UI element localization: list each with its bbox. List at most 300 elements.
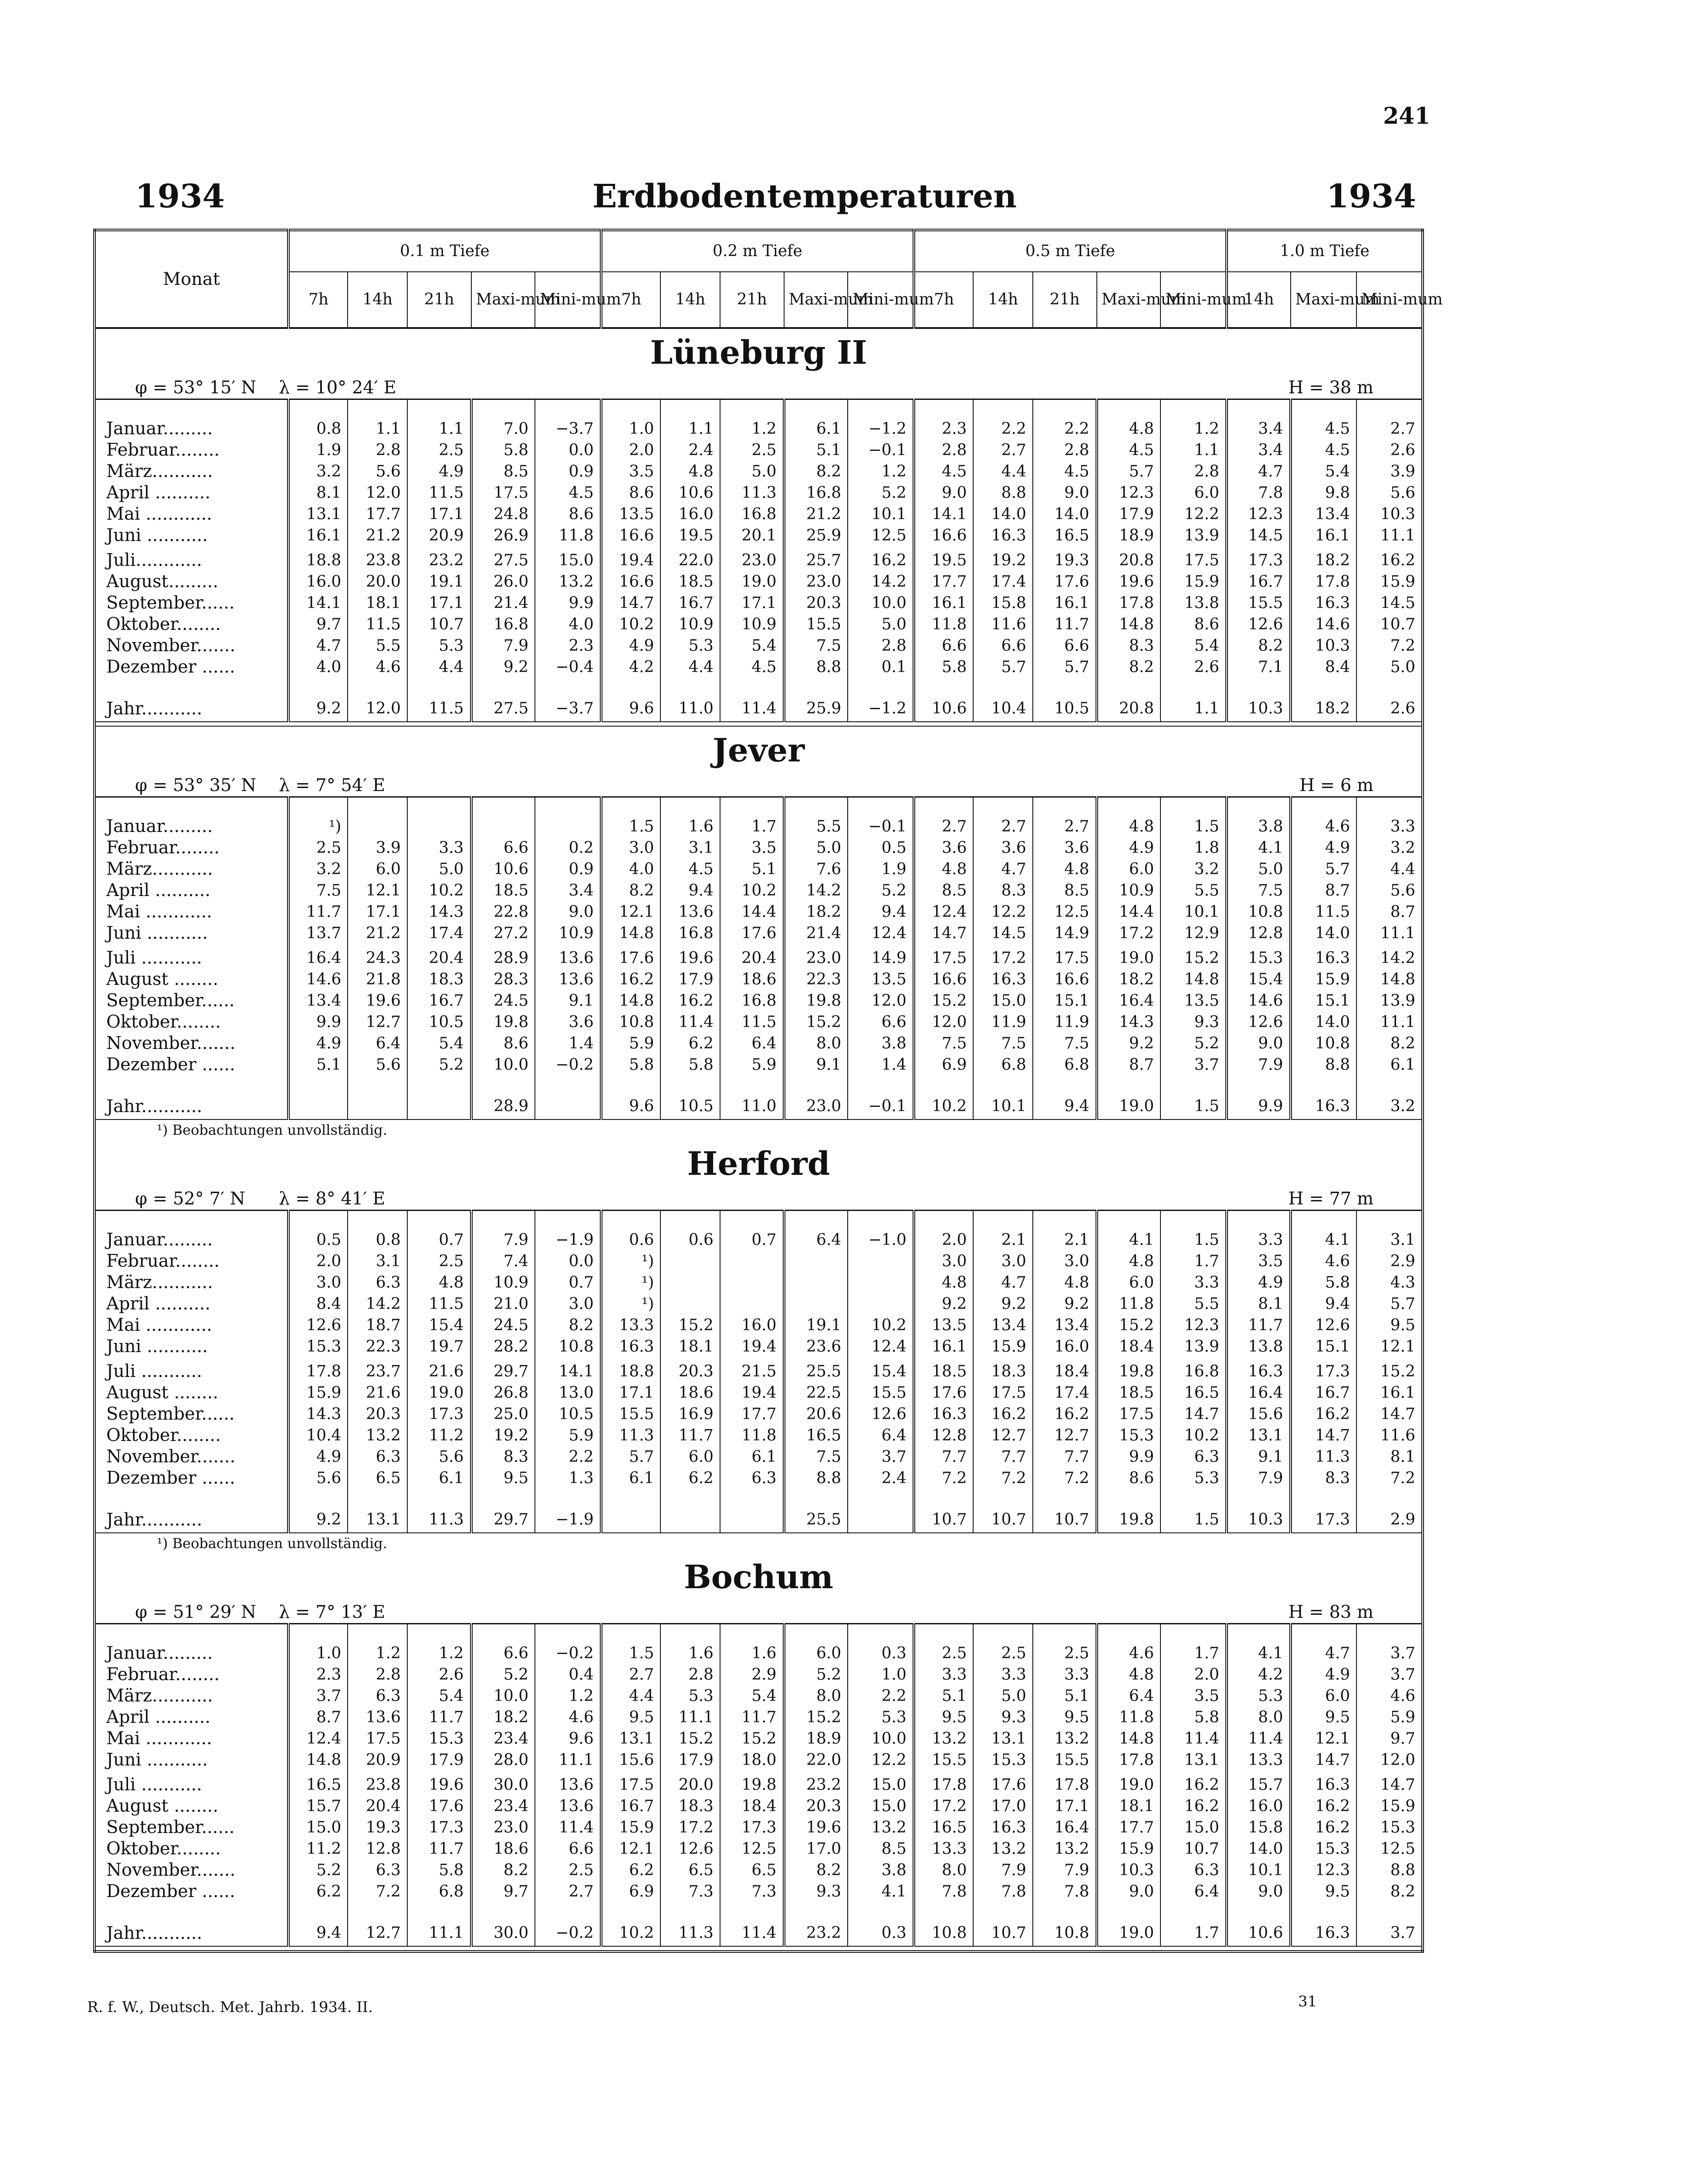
spacer-cell xyxy=(914,944,974,947)
spacer-cell xyxy=(288,1075,348,1094)
value-cell: 24.8 xyxy=(471,504,535,525)
value-cell: 2.6 xyxy=(1160,656,1227,678)
value-cell: 8.2 xyxy=(471,1860,535,1881)
spacer-cell xyxy=(348,678,407,696)
value-cell: 4.8 xyxy=(1033,1272,1097,1293)
footnote: ¹) Beobachtungen unvollständig. xyxy=(95,1533,1423,1553)
value-cell: 15.5 xyxy=(1033,1749,1097,1771)
month-label: August ........ xyxy=(106,1383,219,1403)
value-cell: 23.0 xyxy=(784,571,848,592)
value-cell: 8.3 xyxy=(1291,1468,1357,1489)
value-cell: 7.2 xyxy=(348,1881,407,1902)
value-cell: 11.3 xyxy=(660,1921,720,1946)
value-cell: 15.2 xyxy=(720,1728,784,1749)
value-cell: 16.8 xyxy=(720,990,784,1011)
value-cell: 13.2 xyxy=(348,1425,407,1446)
value-cell: 28.9 xyxy=(471,947,535,969)
value-cell: 8.3 xyxy=(471,1446,535,1468)
value-cell: 15.3 xyxy=(407,1728,471,1749)
value-cell xyxy=(720,1507,784,1533)
value-cell: 20.3 xyxy=(784,592,848,614)
value-cell: 4.6 xyxy=(1291,1251,1357,1272)
value-cell: 17.3 xyxy=(1291,1361,1357,1382)
value-cell: 11.0 xyxy=(720,1094,784,1119)
value-cell: 10.8 xyxy=(914,1921,974,1946)
value-cell: 25.9 xyxy=(784,525,848,546)
value-cell: 23.8 xyxy=(348,550,407,571)
value-cell: 1.1 xyxy=(407,418,471,440)
value-cell: 17.5 xyxy=(1160,550,1227,571)
value-cell: 12.1 xyxy=(601,1838,661,1860)
value-cell: 14.2 xyxy=(848,571,914,592)
value-cell: 21.2 xyxy=(348,923,407,944)
value-cell: 13.2 xyxy=(535,571,601,592)
value-cell: 15.6 xyxy=(1227,1404,1291,1425)
value-cell: 10.6 xyxy=(660,482,720,504)
value-cell: 12.7 xyxy=(973,1425,1033,1446)
half-year-spacer xyxy=(95,1357,1423,1361)
value-cell: 9.4 xyxy=(660,880,720,901)
longitude: λ = 7° 54′ E xyxy=(279,775,386,795)
value-cell: 5.7 xyxy=(1291,859,1357,880)
value-cell: 21.2 xyxy=(348,525,407,546)
value-cell: 11.6 xyxy=(973,614,1033,635)
value-cell: 13.4 xyxy=(973,1315,1033,1336)
value-cell: 3.3 xyxy=(1033,1664,1097,1685)
month-row xyxy=(95,656,1423,678)
value-cell: 11.3 xyxy=(720,482,784,504)
spacer-cell xyxy=(1356,678,1423,696)
value-cell: 26.8 xyxy=(471,1382,535,1404)
station-coords-row xyxy=(95,774,1423,797)
value-cell: 12.4 xyxy=(848,923,914,944)
value-cell: 14.9 xyxy=(1033,923,1097,944)
value-cell: 12.7 xyxy=(348,1011,407,1033)
station-name: Jever xyxy=(712,732,805,769)
value-cell xyxy=(407,816,471,837)
value-cell: 5.7 xyxy=(1356,1293,1423,1315)
value-cell: 12.3 xyxy=(1227,504,1291,525)
value-cell: 8.3 xyxy=(1097,635,1161,656)
value-cell: 14.0 xyxy=(1033,504,1097,525)
value-cell: 10.1 xyxy=(1160,901,1227,923)
spacer-cell xyxy=(1356,1075,1423,1094)
month-row xyxy=(95,880,1423,901)
value-cell: 11.4 xyxy=(1227,1728,1291,1749)
spacer-cell xyxy=(973,1357,1033,1361)
spacer-cell xyxy=(471,678,535,696)
month-label: Juli ........... xyxy=(106,1361,202,1381)
spacer-cell xyxy=(535,797,601,816)
spacer-cell xyxy=(1097,678,1161,696)
value-cell: 15.8 xyxy=(973,592,1033,614)
value-cell: 10.1 xyxy=(973,1094,1033,1119)
value-cell: 27.5 xyxy=(471,696,535,722)
value-cell: −3.7 xyxy=(535,418,601,440)
header-col-g1-3: Maxi-mum xyxy=(784,272,848,328)
value-cell: 13.1 xyxy=(601,1728,661,1749)
value-cell: 6.1 xyxy=(601,1468,661,1489)
value-cell: 18.1 xyxy=(1097,1796,1161,1817)
value-cell: 17.3 xyxy=(720,1817,784,1838)
value-cell: 4.4 xyxy=(1356,859,1423,880)
value-cell: 14.3 xyxy=(288,1404,348,1425)
value-cell: 16.7 xyxy=(1227,571,1291,592)
month-label: März........... xyxy=(106,1686,213,1706)
value-cell xyxy=(720,1293,784,1315)
value-cell: 15.7 xyxy=(288,1796,348,1817)
month-row xyxy=(95,859,1423,880)
month-row xyxy=(95,1749,1423,1771)
value-cell: 19.0 xyxy=(720,571,784,592)
value-cell: −1.0 xyxy=(848,1229,914,1251)
value-cell: 18.6 xyxy=(660,1382,720,1404)
value-cell: 6.0 xyxy=(348,859,407,880)
value-cell: 13.2 xyxy=(1033,1838,1097,1860)
value-cell: 10.7 xyxy=(1033,1507,1097,1533)
value-cell: 2.9 xyxy=(1356,1251,1423,1272)
spacer-cell xyxy=(535,944,601,947)
month-label: September...... xyxy=(106,991,235,1011)
value-cell: 6.4 xyxy=(1160,1881,1227,1902)
value-cell: 16.4 xyxy=(1033,1817,1097,1838)
value-cell: 13.9 xyxy=(1160,525,1227,546)
month-label: Februar........ xyxy=(106,1251,220,1271)
value-cell: 8.2 xyxy=(535,1315,601,1336)
value-cell: 2.0 xyxy=(1160,1664,1227,1685)
month-row xyxy=(95,525,1423,546)
spacer-cell xyxy=(660,1902,720,1921)
value-cell: 17.7 xyxy=(720,1404,784,1425)
value-cell: 4.1 xyxy=(1227,837,1291,859)
spacer-row xyxy=(95,399,1423,419)
spacer-cell xyxy=(288,1902,348,1921)
value-cell: 11.8 xyxy=(720,1425,784,1446)
value-cell: 17.0 xyxy=(973,1796,1033,1817)
value-cell: 13.9 xyxy=(1160,1336,1227,1357)
spacer-cell xyxy=(784,1075,848,1094)
month-row xyxy=(95,1425,1423,1446)
value-cell: 5.8 xyxy=(601,1054,661,1075)
header-col-g2-1: 14h xyxy=(973,272,1033,328)
value-cell: 6.2 xyxy=(660,1468,720,1489)
value-cell: 2.5 xyxy=(914,1643,974,1664)
value-cell: 19.4 xyxy=(601,550,661,571)
value-cell: 17.5 xyxy=(1097,1404,1161,1425)
value-cell: 17.5 xyxy=(348,1728,407,1749)
value-cell: 19.0 xyxy=(407,1382,471,1404)
value-cell: 4.9 xyxy=(288,1033,348,1054)
value-cell: 11.4 xyxy=(1160,1728,1227,1749)
value-cell: 15.9 xyxy=(1097,1838,1161,1860)
month-row xyxy=(95,592,1423,614)
spacer-cell xyxy=(973,797,1033,816)
value-cell: 18.2 xyxy=(1291,696,1357,722)
value-cell: 3.0 xyxy=(1033,1251,1097,1272)
spacer-cell xyxy=(1160,1902,1227,1921)
value-cell: 4.7 xyxy=(973,1272,1033,1293)
spacer-cell xyxy=(1291,1211,1357,1230)
value-cell: 14.5 xyxy=(1227,525,1291,546)
value-cell: 16.7 xyxy=(660,592,720,614)
value-cell: 17.6 xyxy=(973,1774,1033,1796)
value-cell: 12.5 xyxy=(1356,1838,1423,1860)
value-cell: 16.1 xyxy=(1291,525,1357,546)
value-cell: 6.4 xyxy=(848,1425,914,1446)
value-cell: 4.9 xyxy=(407,461,471,482)
value-cell: 5.6 xyxy=(407,1446,471,1468)
value-cell: 19.0 xyxy=(1097,1094,1161,1119)
spacer-cell xyxy=(660,1211,720,1230)
header-col-g1-2: 21h xyxy=(720,272,784,328)
value-cell: 16.3 xyxy=(1291,947,1357,969)
spacer-cell xyxy=(407,1624,471,1643)
value-cell: 1.5 xyxy=(601,816,661,837)
value-cell: 3.7 xyxy=(1356,1664,1423,1685)
month-label: Januar......... xyxy=(106,1643,213,1663)
value-cell: 27.2 xyxy=(471,923,535,944)
spacer-cell xyxy=(1356,1357,1423,1361)
value-cell: 13.2 xyxy=(973,1838,1033,1860)
value-cell: 9.1 xyxy=(1227,1446,1291,1468)
spacer-cell xyxy=(720,944,784,947)
spacer-cell xyxy=(471,546,535,550)
value-cell: 4.9 xyxy=(1097,837,1161,859)
spacer-cell xyxy=(1097,1211,1161,1230)
spacer-cell xyxy=(535,1489,601,1507)
spacer-cell xyxy=(288,678,348,696)
value-cell: 10.2 xyxy=(848,1315,914,1336)
value-cell: 22.3 xyxy=(784,969,848,990)
value-cell: 15.5 xyxy=(1227,592,1291,614)
value-cell: 5.0 xyxy=(848,614,914,635)
value-cell: −1.2 xyxy=(848,418,914,440)
value-cell: 0.6 xyxy=(660,1229,720,1251)
spacer-cell xyxy=(471,1902,535,1921)
spacer-cell xyxy=(660,1357,720,1361)
value-cell: 4.5 xyxy=(1033,461,1097,482)
value-cell: 19.5 xyxy=(660,525,720,546)
value-cell: 6.0 xyxy=(660,1446,720,1468)
value-cell: 3.9 xyxy=(348,837,407,859)
spacer-cell xyxy=(973,399,1033,419)
value-cell: 15.3 xyxy=(973,1749,1033,1771)
value-cell: 19.6 xyxy=(407,1774,471,1796)
value-cell: −0.1 xyxy=(848,440,914,461)
value-cell: 5.4 xyxy=(720,1685,784,1707)
value-cell: 1.6 xyxy=(660,1643,720,1664)
longitude: λ = 8° 41′ E xyxy=(279,1189,386,1209)
month-label: Februar........ xyxy=(106,838,220,858)
value-cell: 1.2 xyxy=(720,418,784,440)
spacer-cell xyxy=(973,1075,1033,1094)
month-label: Februar........ xyxy=(106,1664,220,1684)
value-cell: 11.3 xyxy=(1291,1446,1357,1468)
value-cell: 8.8 xyxy=(784,1468,848,1489)
value-cell: 12.1 xyxy=(601,901,661,923)
value-cell: 10.5 xyxy=(660,1094,720,1119)
spacer-cell xyxy=(407,797,471,816)
spacer-cell xyxy=(1097,1357,1161,1361)
value-cell: 17.9 xyxy=(660,969,720,990)
value-cell: 4.6 xyxy=(348,656,407,678)
value-cell: 9.2 xyxy=(973,1293,1033,1315)
value-cell: 9.2 xyxy=(1097,1033,1161,1054)
value-cell: 14.7 xyxy=(601,592,661,614)
value-cell: 4.7 xyxy=(1227,461,1291,482)
value-cell: 10.5 xyxy=(535,1404,601,1425)
value-cell: 4.1 xyxy=(1227,1643,1291,1664)
value-cell: 7.2 xyxy=(1033,1468,1097,1489)
month-row xyxy=(95,1404,1423,1425)
value-cell: 10.6 xyxy=(1227,1921,1291,1946)
header-col-g3-0: 14h xyxy=(1227,272,1291,328)
value-cell: 5.6 xyxy=(348,1054,407,1075)
value-cell: 5.0 xyxy=(784,837,848,859)
value-cell: 9.4 xyxy=(288,1921,348,1946)
value-cell: 12.4 xyxy=(914,901,974,923)
value-cell: 12.8 xyxy=(1227,923,1291,944)
month-row xyxy=(95,1860,1423,1881)
value-cell: 14.4 xyxy=(1097,901,1161,923)
value-cell: 15.9 xyxy=(973,1336,1033,1357)
value-cell: 30.0 xyxy=(471,1921,535,1946)
value-cell: 20.9 xyxy=(348,1749,407,1771)
value-cell xyxy=(601,1507,661,1533)
station-height: H = 83 m xyxy=(1288,1602,1373,1622)
spacer-cell xyxy=(848,546,914,550)
value-cell: 6.4 xyxy=(784,1229,848,1251)
value-cell: ¹) xyxy=(601,1251,661,1272)
value-cell: 16.3 xyxy=(1291,1094,1357,1119)
value-cell: 0.8 xyxy=(348,1229,407,1251)
value-cell: 15.3 xyxy=(1291,1838,1357,1860)
value-cell: 1.1 xyxy=(348,418,407,440)
value-cell: 14.0 xyxy=(1291,923,1357,944)
value-cell: 3.7 xyxy=(288,1685,348,1707)
value-cell: 12.2 xyxy=(973,901,1033,923)
spacer-cell xyxy=(1356,1771,1423,1774)
value-cell: 17.3 xyxy=(407,1817,471,1838)
month-label: Juni ........... xyxy=(106,525,208,545)
value-cell: 13.3 xyxy=(1227,1749,1291,1771)
station-title-row xyxy=(95,1553,1423,1601)
spacer-cell xyxy=(1227,1489,1291,1507)
value-cell: −1.9 xyxy=(535,1229,601,1251)
month-label: Januar......... xyxy=(106,419,213,439)
spacer-cell xyxy=(1160,399,1227,419)
value-cell: 18.0 xyxy=(720,1749,784,1771)
value-cell: 13.6 xyxy=(535,1774,601,1796)
value-cell: 16.6 xyxy=(914,525,974,546)
month-label: November....... xyxy=(106,1447,236,1467)
value-cell: 14.7 xyxy=(1291,1425,1357,1446)
value-cell: 13.6 xyxy=(348,1707,407,1728)
value-cell: 19.5 xyxy=(914,550,974,571)
value-cell: 10.9 xyxy=(720,614,784,635)
month-label: Februar........ xyxy=(106,440,220,460)
spacer-cell xyxy=(973,1211,1033,1230)
month-label: August ........ xyxy=(106,1796,219,1816)
month-row xyxy=(95,1817,1423,1838)
value-cell: 5.3 xyxy=(407,635,471,656)
value-cell: 17.9 xyxy=(1097,504,1161,525)
value-cell: −3.7 xyxy=(535,696,601,722)
value-cell: 8.1 xyxy=(288,482,348,504)
value-cell: 3.0 xyxy=(914,1251,974,1272)
month-row xyxy=(95,504,1423,525)
value-cell: 4.0 xyxy=(601,859,661,880)
value-cell: 15.4 xyxy=(407,1315,471,1336)
value-cell: 14.5 xyxy=(973,923,1033,944)
value-cell: 2.7 xyxy=(1356,418,1423,440)
spacer-cell xyxy=(95,546,288,550)
value-cell: 20.0 xyxy=(660,1774,720,1796)
value-cell: 14.7 xyxy=(1356,1404,1423,1425)
spacer-cell xyxy=(601,797,661,816)
month-row xyxy=(95,440,1423,461)
value-cell: 5.8 xyxy=(1291,1272,1357,1293)
value-cell: 14.8 xyxy=(601,923,661,944)
value-cell: 4.8 xyxy=(1097,418,1161,440)
value-cell: 11.2 xyxy=(407,1425,471,1446)
value-cell: 15.7 xyxy=(1227,1774,1291,1796)
value-cell: 14.8 xyxy=(1097,614,1161,635)
value-cell: 3.7 xyxy=(1160,1054,1227,1075)
spacer-cell xyxy=(1097,1624,1161,1643)
value-cell: 8.3 xyxy=(973,880,1033,901)
value-cell xyxy=(348,816,407,837)
value-cell: 4.9 xyxy=(1291,1664,1357,1685)
spacer-row xyxy=(95,1624,1423,1643)
value-cell: 2.0 xyxy=(601,440,661,461)
month-row xyxy=(95,1361,1423,1382)
value-cell: 25.5 xyxy=(784,1361,848,1382)
value-cell: 23.4 xyxy=(471,1728,535,1749)
spacer-cell xyxy=(1291,1771,1357,1774)
station-height: H = 38 m xyxy=(1288,378,1373,398)
spacer-cell xyxy=(1356,944,1423,947)
value-cell: 3.9 xyxy=(1356,461,1423,482)
spacer-cell xyxy=(1033,1624,1097,1643)
station-title-row xyxy=(95,328,1423,377)
month-row xyxy=(95,418,1423,440)
value-cell: 16.2 xyxy=(1291,1404,1357,1425)
value-cell: 6.6 xyxy=(914,635,974,656)
value-cell: 13.6 xyxy=(660,901,720,923)
value-cell: 4.6 xyxy=(1356,1685,1423,1707)
value-cell: 4.0 xyxy=(288,656,348,678)
value-cell: 11.7 xyxy=(407,1707,471,1728)
spacer-cell xyxy=(1291,399,1357,419)
spacer-cell xyxy=(535,678,601,696)
month-label: Jahr........... xyxy=(106,1510,203,1530)
value-cell: 21.8 xyxy=(348,969,407,990)
value-cell: 4.4 xyxy=(407,656,471,678)
value-cell: 21.6 xyxy=(348,1382,407,1404)
value-cell: 3.3 xyxy=(973,1664,1033,1685)
value-cell: 3.7 xyxy=(1356,1643,1423,1664)
value-cell: 4.5 xyxy=(535,482,601,504)
value-cell: 13.3 xyxy=(601,1315,661,1336)
spacer-cell xyxy=(848,678,914,696)
value-cell: 18.5 xyxy=(660,571,720,592)
value-cell: 2.8 xyxy=(660,1664,720,1685)
value-cell: 11.8 xyxy=(535,525,601,546)
value-cell: 16.9 xyxy=(660,1404,720,1425)
value-cell: 13.7 xyxy=(288,923,348,944)
header-col-g2-0: 7h xyxy=(914,272,974,328)
